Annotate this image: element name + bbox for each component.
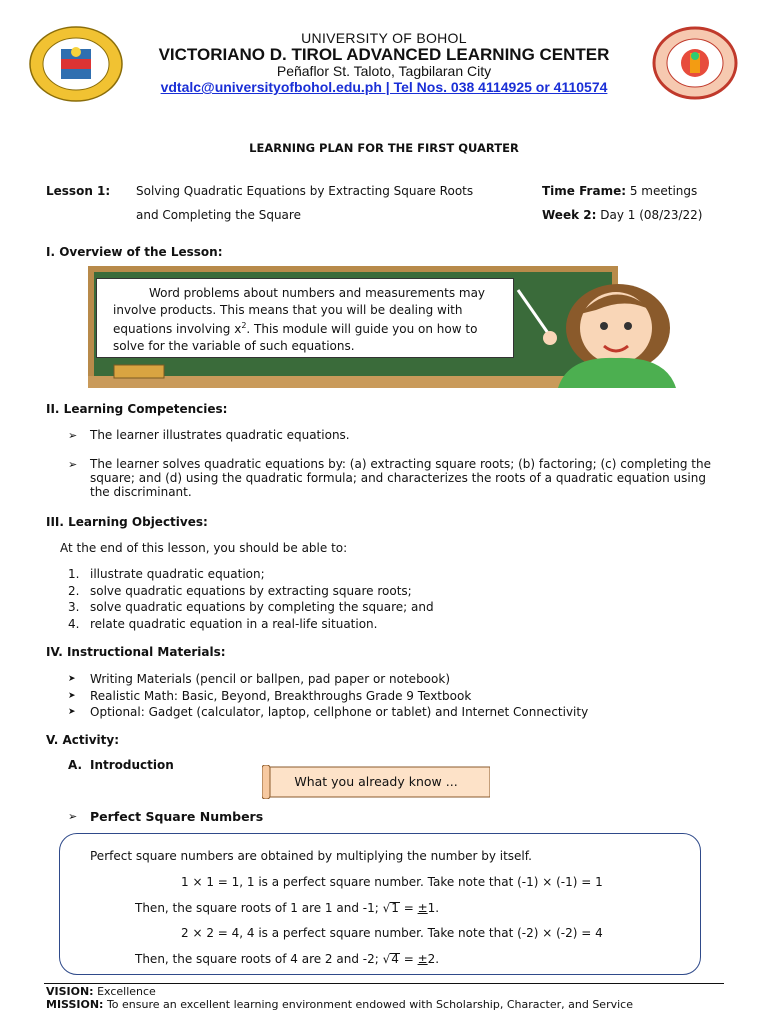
- overview-heading: I. Overview of the Lesson:: [46, 245, 223, 259]
- arrow-bullet-icon: ➢: [68, 810, 78, 823]
- materials-heading: IV. Instructional Materials:: [46, 645, 226, 659]
- vision-label: VISION:: [46, 985, 94, 998]
- perfect-square-heading: Perfect Square Numbers: [90, 809, 264, 824]
- competency-item-2-line3: the discriminant.: [90, 485, 192, 499]
- box-line3-eq: =: [399, 901, 418, 915]
- time-frame-value: 5 meetings: [629, 184, 698, 198]
- lesson-label: Lesson 1:: [46, 184, 111, 198]
- box-line4: 2 × 2 = 4, 4 is a perfect square number. Take note that (-2) × (-2) = 4: [181, 926, 603, 940]
- box-line5-pre: Then, the square roots of 4 are 2 and -2; √: [135, 952, 391, 966]
- list-item: ➤ Writing Materials (pencil or ballpen, pad paper or notebook): [68, 672, 450, 686]
- box-line5-eq: =: [399, 952, 418, 966]
- overview-text: [113, 285, 508, 354]
- header-contact-link[interactable]: vdtalc@universityofbohol.edu.ph | Tel Nos. 038 4114925 or 4110574: [160, 79, 608, 95]
- box-line2: 1 × 1 = 1, 1 is a perfect square number. Take note that (-1) × (-1) = 1: [181, 875, 603, 889]
- overview-line3-pre: equations involving x: [113, 322, 242, 336]
- box-line5-radicand: 4: [391, 952, 399, 966]
- overview-line2: involve products. This means that you will be dealing with: [113, 302, 463, 317]
- header-university: UNIVERSITY OF BOHOL: [301, 30, 467, 46]
- week-value: Day 1 (08/23/22): [600, 208, 703, 222]
- competency-item-2: [90, 457, 730, 499]
- overview-line1: Word problems about numbers and measurements may: [149, 286, 486, 300]
- materials-list: [68, 671, 588, 721]
- footer-divider: [44, 983, 724, 984]
- overview-box: [96, 278, 514, 358]
- week: [542, 208, 702, 222]
- overview-line3-sup: 2: [241, 321, 247, 330]
- introduction-heading: [68, 758, 174, 772]
- arrow-bullet-icon: ➢: [68, 458, 78, 471]
- list-item: 3. solve quadratic equations by completing the square; and: [68, 600, 434, 614]
- box-line3-radicand: 1: [391, 901, 399, 915]
- mission-label: MISSION:: [46, 998, 104, 1011]
- competency-item-2-line2: square; and (d) using the quadratic formula; and characterizes the roots of a quadratic equation using: [90, 471, 706, 485]
- week-label: Week 2:: [542, 208, 597, 222]
- objectives-heading: III. Learning Objectives:: [46, 515, 208, 529]
- footer-mission: [46, 998, 633, 1011]
- time-frame: [542, 184, 697, 198]
- mission-value: To ensure an excellent learning environment endowed with Scholarship, Character, and Service: [106, 998, 633, 1011]
- lesson-title-line1: Solving Quadratic Equations by Extracting Square Roots: [136, 184, 474, 198]
- list-item: 2. solve quadratic equations by extracting square roots;: [68, 583, 412, 598]
- list-item: 4. relate quadratic equation in a real-life situation.: [68, 616, 378, 631]
- competency-item-1: The learner illustrates quadratic equations.: [90, 428, 350, 442]
- box-line1: Perfect square numbers are obtained by multiplying the number by itself.: [90, 849, 532, 863]
- objectives-list: [68, 566, 434, 632]
- overview-line3: [113, 318, 508, 338]
- overview-line3-post: . This module will guide you on how to: [246, 322, 478, 336]
- page-title: LEARNING PLAN FOR THE FIRST QUARTER: [249, 141, 519, 155]
- competencies-heading: II. Learning Competencies:: [46, 402, 228, 416]
- box-line5-post: 2.: [427, 952, 440, 966]
- scroll-banner-text: What you already know ...: [294, 774, 458, 789]
- overview-line4: solve for the variable of such equations.: [113, 338, 355, 353]
- box-line3-pre: Then, the square roots of 1 are 1 and -1; √: [135, 901, 391, 915]
- activity-heading: V. Activity:: [46, 733, 120, 747]
- introduction-label: Introduction: [90, 758, 174, 772]
- competency-item-2-line1: The learner solves quadratic equations by: (a) extracting square roots; (b) factoring; (c) completing the: [90, 457, 711, 471]
- lesson-title-line2: and Completing the Square: [136, 208, 301, 222]
- objectives-intro: At the end of this lesson, you should be able to:: [60, 541, 348, 555]
- header-school-name: VICTORIANO D. TIROL ADVANCED LEARNING CENTER: [158, 45, 610, 64]
- box-line5-pm: ±: [417, 952, 428, 966]
- footer-vision: [46, 985, 156, 998]
- introduction-letter: A.: [68, 758, 83, 772]
- list-item: ➤ Optional: Gadget (calculator, laptop, cellphone or tablet) and Internet Connectivity: [68, 705, 589, 719]
- arrow-bullet-icon: ➢: [68, 429, 78, 442]
- box-line3-post: 1.: [427, 901, 440, 915]
- time-frame-label: Time Frame:: [542, 184, 627, 198]
- header-address: Peñaflor St. Taloto, Tagbilaran City: [276, 63, 492, 79]
- box-line3: [135, 901, 439, 915]
- box-line5: [135, 952, 439, 966]
- list-item: ➤ Realistic Math: Basic, Beyond, Breakthroughs Grade 9 Textbook: [68, 688, 472, 703]
- vision-value: Excellence: [97, 985, 156, 998]
- list-item: 1. illustrate quadratic equation;: [68, 567, 265, 581]
- box-line3-pm: ±: [417, 901, 428, 915]
